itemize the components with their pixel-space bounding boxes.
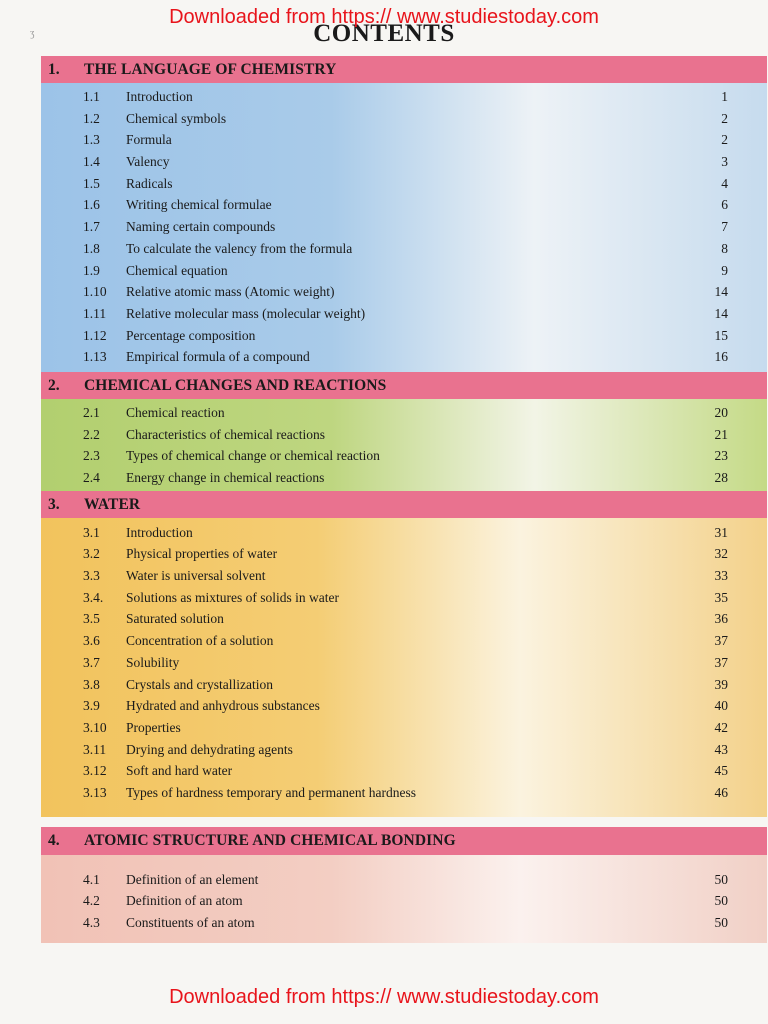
toc-entry xyxy=(41,912,767,934)
toc-section xyxy=(41,372,767,491)
section-number: 2. xyxy=(48,376,60,394)
section-title: THE LANGUAGE OF CHEMISTRY xyxy=(84,61,337,78)
entry-number: 3.9 xyxy=(83,698,100,714)
entry-title: Radicals xyxy=(126,175,173,191)
section-entries xyxy=(41,855,767,943)
entry-page: 36 xyxy=(714,611,728,627)
section-title: CHEMICAL CHANGES AND REACTIONS xyxy=(84,376,387,394)
toc-entry xyxy=(41,522,767,544)
entry-page: 35 xyxy=(714,589,728,605)
toc-entry xyxy=(41,890,767,912)
toc-entry xyxy=(41,543,767,565)
toc-entry xyxy=(41,238,767,260)
entry-page: 14 xyxy=(714,305,728,321)
entry-number: 1.11 xyxy=(83,305,107,321)
entry-page: 2 xyxy=(721,132,728,148)
section-number: 1. xyxy=(48,61,60,78)
toc-entry xyxy=(41,674,767,696)
entry-page: 45 xyxy=(714,763,728,779)
entry-page: 50 xyxy=(714,915,728,930)
entry-number: 1.8 xyxy=(83,240,100,256)
toc-entry xyxy=(41,717,767,739)
entry-page: 2 xyxy=(721,110,728,126)
entry-title: Soft and hard water xyxy=(126,763,233,779)
entry-number: 3.6 xyxy=(83,633,100,649)
entry-page: 37 xyxy=(714,633,728,649)
entry-page: 46 xyxy=(714,784,728,800)
entry-page: 31 xyxy=(714,524,728,540)
entry-number: 3.10 xyxy=(83,719,107,735)
entry-number: 3.12 xyxy=(83,763,107,779)
entry-number: 4.1 xyxy=(83,871,100,887)
watermark-top: Downloaded from https:// www.studiestoday.com xyxy=(169,6,599,28)
entry-title: Introduction xyxy=(126,89,193,104)
entry-title: Chemical equation xyxy=(126,262,228,278)
section-entries xyxy=(41,399,767,491)
entry-page: 14 xyxy=(714,284,728,300)
entry-number: 2.2 xyxy=(83,426,100,442)
entry-number: 3.8 xyxy=(83,676,100,692)
entry-page: 1 xyxy=(721,89,728,104)
entry-number: 2.3 xyxy=(83,448,100,464)
entry-title: Definition of an element xyxy=(126,871,259,887)
entry-page: 8 xyxy=(721,240,728,256)
toc-entry xyxy=(41,782,767,804)
toc-entry xyxy=(41,216,767,238)
toc-entry xyxy=(41,739,767,761)
entry-title: Crystals and crystallization xyxy=(126,676,273,692)
entry-number: 3.1 xyxy=(83,524,100,540)
entry-title: Hydrated and anhydrous substances xyxy=(126,698,320,714)
entry-number: 4.2 xyxy=(83,893,100,909)
entry-number: 1.12 xyxy=(83,327,107,343)
entry-page: 20 xyxy=(714,404,728,420)
toc-entry xyxy=(41,281,767,303)
section-spacer xyxy=(41,817,767,827)
entry-page: 39 xyxy=(714,676,728,692)
toc-entry xyxy=(41,760,767,782)
entry-title: Water is universal solvent xyxy=(126,568,266,584)
section-header xyxy=(41,56,767,83)
entry-title: Valency xyxy=(126,154,170,170)
entry-page: 23 xyxy=(714,448,728,464)
toc-entry xyxy=(41,303,767,325)
entry-page: 15 xyxy=(714,327,728,343)
toc-entry xyxy=(41,346,767,368)
toc-entry xyxy=(41,445,767,467)
entry-title: Constituents of an atom xyxy=(126,915,255,930)
section-entries xyxy=(41,518,767,817)
section-header xyxy=(41,491,767,518)
entry-title: Percentage composition xyxy=(126,327,256,343)
entry-number: 3.2 xyxy=(83,546,100,562)
entry-title: Types of chemical change or chemical reaction xyxy=(126,448,380,464)
toc-entry xyxy=(41,869,767,891)
entry-number: 1.7 xyxy=(83,219,100,235)
toc-entry xyxy=(41,587,767,609)
entry-title: Chemical symbols xyxy=(126,110,227,126)
toc-entry xyxy=(41,173,767,195)
section-header xyxy=(41,827,767,855)
entry-number: 3.7 xyxy=(83,654,100,670)
entry-page: 32 xyxy=(714,546,728,562)
entry-number: 1.5 xyxy=(83,175,100,191)
entry-page: 6 xyxy=(721,197,728,213)
toc-entry xyxy=(41,86,767,108)
page-title: CONTENTS xyxy=(313,20,455,47)
entry-title: Concentration of a solution xyxy=(126,633,274,649)
entry-number: 3.4. xyxy=(83,589,104,605)
entry-page: 43 xyxy=(714,741,728,757)
toc-entry xyxy=(41,695,767,717)
toc-entry xyxy=(41,129,767,151)
watermark-bottom: Downloaded from https:// www.studiestoday.com xyxy=(169,986,599,1008)
entry-number: 1.3 xyxy=(83,132,100,148)
entry-number: 1.6 xyxy=(83,197,100,213)
entry-number: 1.1 xyxy=(83,89,100,104)
entry-title: Formula xyxy=(126,132,172,148)
entry-number: 2.1 xyxy=(83,404,100,420)
entry-page: 42 xyxy=(714,719,728,735)
toc-entry xyxy=(41,467,767,489)
entry-number: 1.10 xyxy=(83,284,107,300)
section-header xyxy=(41,372,767,399)
entry-page: 50 xyxy=(714,893,728,909)
entry-page: 21 xyxy=(714,426,728,442)
entry-title: Solutions as mixtures of solids in water xyxy=(126,589,339,605)
entry-number: 1.2 xyxy=(83,110,100,126)
toc-entry xyxy=(41,151,767,173)
entry-title: Properties xyxy=(126,719,181,735)
entry-title: Solubility xyxy=(126,654,180,670)
entry-title: Introduction xyxy=(126,524,193,540)
entry-title: Physical properties of water xyxy=(126,546,278,562)
toc-entry xyxy=(41,194,767,216)
entry-title: Empirical formula of a compound xyxy=(126,349,310,365)
entry-page: 28 xyxy=(714,470,728,485)
entry-number: 3.11 xyxy=(83,741,107,757)
toc-entry xyxy=(41,260,767,282)
toc-entry xyxy=(41,325,767,347)
entry-number: 4.3 xyxy=(83,915,100,930)
entry-number: 3.3 xyxy=(83,568,100,584)
entry-page: 3 xyxy=(721,154,728,170)
entry-title: Drying and dehydrating agents xyxy=(126,741,293,757)
entry-page: 7 xyxy=(721,219,728,235)
toc-section xyxy=(41,491,767,817)
entry-title: Naming certain compounds xyxy=(126,219,276,235)
toc-entry xyxy=(41,630,767,652)
toc-entry xyxy=(41,108,767,130)
entry-title: Definition of an atom xyxy=(126,893,243,909)
section-title: WATER xyxy=(84,495,141,513)
entry-page: 4 xyxy=(721,175,728,191)
toc-entry xyxy=(41,402,767,424)
page-mark: ʒ xyxy=(30,28,35,39)
section-number: 3. xyxy=(48,495,60,513)
entry-page: 9 xyxy=(721,262,728,278)
entry-title: Types of hardness temporary and permanent hardness xyxy=(126,784,416,800)
toc-entry xyxy=(41,608,767,630)
entry-title: Relative atomic mass (Atomic weight) xyxy=(126,284,335,300)
entry-title: Saturated solution xyxy=(126,611,224,627)
toc-entry xyxy=(41,652,767,674)
entry-number: 1.4 xyxy=(83,154,100,170)
entry-title: Relative molecular mass (molecular weight) xyxy=(126,305,366,321)
toc-entry xyxy=(41,565,767,587)
entry-number: 3.13 xyxy=(83,784,107,800)
section-title: ATOMIC STRUCTURE AND CHEMICAL BONDING xyxy=(84,831,456,849)
table-of-contents xyxy=(41,56,767,943)
entry-number: 1.13 xyxy=(83,349,107,365)
entry-title: To calculate the valency from the formula xyxy=(126,240,353,256)
section-number: 4. xyxy=(48,831,60,849)
entry-page: 16 xyxy=(714,349,728,365)
entry-number: 1.9 xyxy=(83,262,100,278)
entry-page: 50 xyxy=(714,871,728,887)
entry-page: 33 xyxy=(714,568,728,584)
entry-page: 40 xyxy=(714,698,728,714)
entry-number: 2.4 xyxy=(83,470,100,485)
entry-title: Writing chemical formulae xyxy=(126,197,272,213)
entry-page: 37 xyxy=(714,654,728,670)
toc-section xyxy=(41,56,767,372)
entry-title: Energy change in chemical reactions xyxy=(126,470,325,485)
entry-number: 3.5 xyxy=(83,611,100,627)
entry-title: Chemical reaction xyxy=(126,404,225,420)
toc-entry xyxy=(41,424,767,446)
section-entries xyxy=(41,83,767,372)
toc-section xyxy=(41,827,767,943)
entry-title: Characteristics of chemical reactions xyxy=(126,426,326,442)
